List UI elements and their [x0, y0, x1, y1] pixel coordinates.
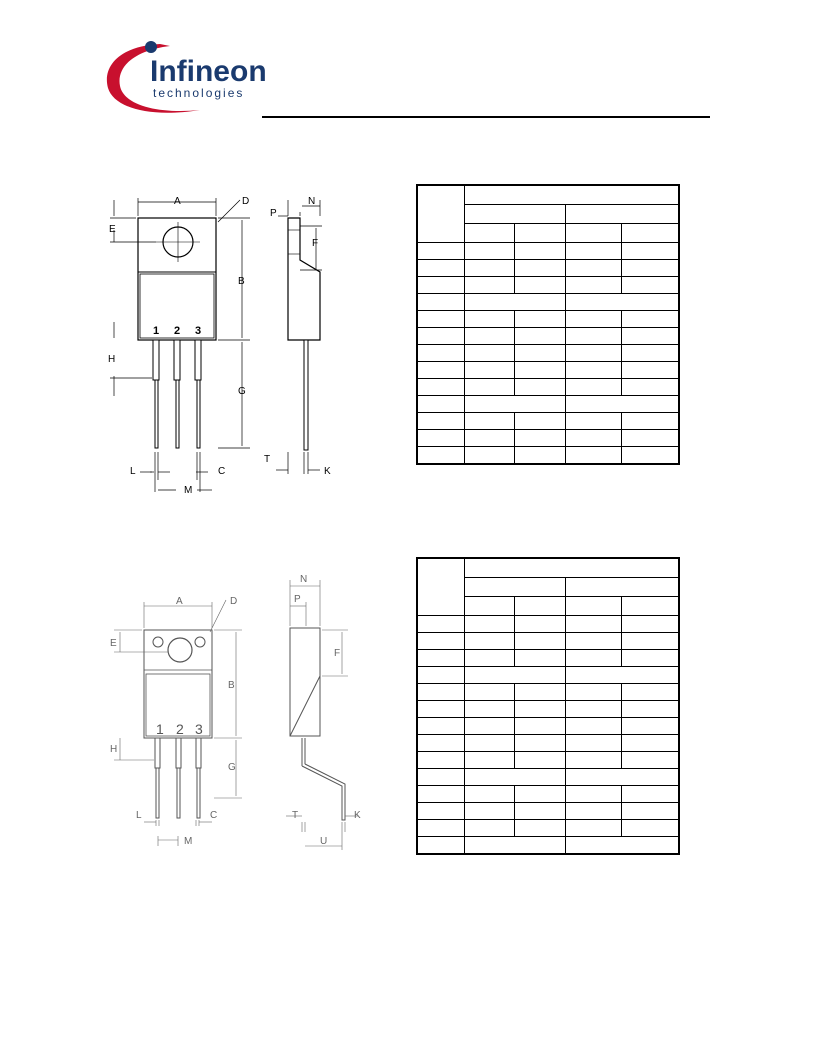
table-row: [417, 243, 679, 260]
dim-label-b: B: [228, 680, 235, 691]
table-row: [417, 558, 679, 578]
table-row: [417, 430, 679, 447]
table-row: [417, 837, 679, 855]
table-row: [417, 396, 679, 413]
pin-label-1: 1: [156, 721, 164, 737]
dim-label-k: K: [324, 466, 331, 477]
dim-label-d: D: [230, 596, 238, 607]
dim-label-e: E: [110, 638, 117, 649]
dim-label-m: M: [184, 836, 193, 847]
table-row: [417, 701, 679, 718]
table-row: [417, 684, 679, 701]
dim-label-h: H: [108, 354, 116, 365]
dim-label-t: T: [264, 454, 271, 465]
logo-wordmark: Infineon: [150, 55, 267, 88]
table-row: [417, 752, 679, 769]
table-row: [417, 735, 679, 752]
table-row: [417, 633, 679, 650]
dim-label-n: N: [308, 196, 316, 207]
dim-label-d: D: [242, 196, 250, 207]
dim-label-p: P: [270, 208, 277, 219]
dim-label-u: U: [320, 836, 328, 847]
table-row: [417, 345, 679, 362]
table-row: [417, 616, 679, 633]
table-row: [417, 277, 679, 294]
dim-label-l: L: [136, 810, 142, 821]
logo-dot: [145, 41, 157, 53]
dimension-table-top: [416, 184, 680, 465]
table-row: [417, 413, 679, 430]
dim-label-c: C: [210, 810, 218, 821]
table-row: [417, 803, 679, 820]
package-drawing-bottom: [100, 570, 260, 860]
table-row: [417, 379, 679, 396]
dim-label-m: M: [184, 485, 193, 496]
pin-label-3: 3: [195, 325, 202, 337]
logo-subtitle: technologies: [153, 86, 245, 100]
dim-label-l: L: [130, 466, 136, 477]
dim-label-k: K: [354, 810, 361, 821]
dim-label-g: G: [238, 386, 246, 397]
table-row: [417, 650, 679, 667]
table-row: [417, 260, 679, 277]
dim-label-t: T: [292, 810, 299, 821]
dim-label-b: B: [238, 276, 245, 287]
dim-label-h: H: [110, 744, 118, 755]
dim-label-p: P: [294, 594, 301, 605]
dim-label-f: F: [334, 648, 341, 659]
dimension-table-bottom: [416, 557, 680, 855]
table-row: [417, 786, 679, 803]
table-row: [417, 447, 679, 465]
side-view-bottom: [272, 570, 372, 860]
side-view-top: [262, 190, 362, 490]
dim-label-f: F: [312, 238, 319, 249]
header-rule: [262, 116, 710, 118]
table-row: [417, 362, 679, 379]
table-row: [417, 718, 679, 735]
table-row: [417, 311, 679, 328]
dim-label-c: C: [218, 466, 226, 477]
table-row: [417, 667, 679, 684]
pin-label-2: 2: [176, 721, 184, 737]
pin-label-1: 1: [153, 325, 160, 337]
dim-label-a: A: [174, 196, 181, 207]
dim-label-n: N: [300, 574, 308, 585]
pin-label-2: 2: [174, 325, 181, 337]
pin-label-3: 3: [195, 721, 203, 737]
dim-label-a: A: [176, 596, 183, 607]
dim-label-e: E: [109, 224, 116, 235]
dim-label-g: G: [228, 762, 236, 773]
table-row: [417, 820, 679, 837]
table-row: [417, 769, 679, 786]
table-row: [417, 328, 679, 345]
table-row: [417, 185, 679, 205]
table-row: [417, 294, 679, 311]
